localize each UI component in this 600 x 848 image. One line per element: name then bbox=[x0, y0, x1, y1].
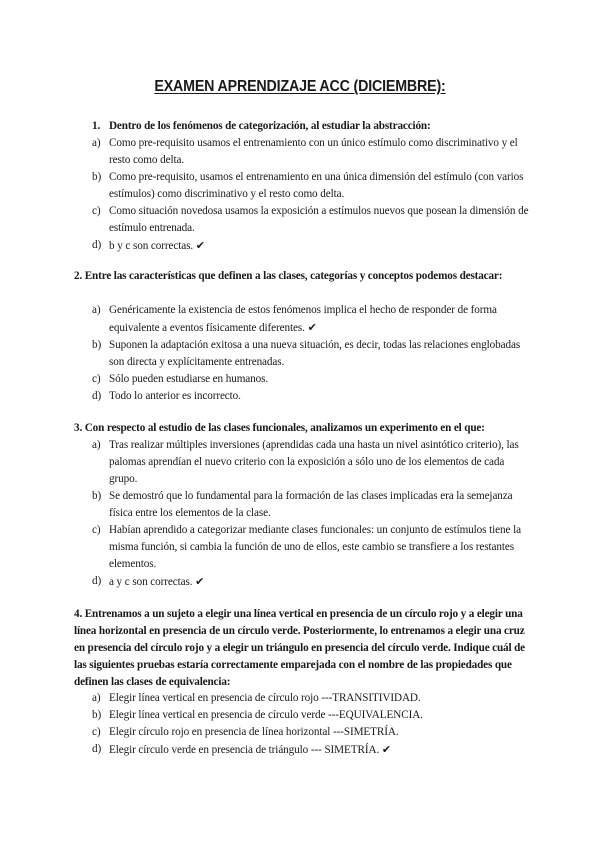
check-icon: ✔ bbox=[381, 743, 391, 756]
option-text: Elegir círculo rojo en presencia de línea horizontal ---SIMETRÍA. bbox=[109, 726, 399, 738]
option-letter: c) bbox=[92, 205, 101, 217]
option-4b bbox=[92, 707, 532, 724]
option-text: Se demostró que lo fundamental para la formación de las clases implicadas era la semejanza física entre los elementos de la clase. bbox=[109, 490, 513, 519]
option-text: Genéricamente la existencia de estos fenómenos implica el hecho de responder de forma equivalente a eventos físicamente diferentes. bbox=[109, 304, 497, 334]
option-text: Tras realizar múltiples inversiones (aprendidas cada una hasta un nivel asintótico criterio), las palomas aprendían el nuevo criterio con la exposición a sólo uno de los elementos de cada grupo. bbox=[109, 439, 519, 485]
option-4c bbox=[92, 724, 532, 741]
question-text: Dentro de los fenómenos de categorización, al estudiar la abstracción: bbox=[109, 120, 431, 132]
option-2b bbox=[92, 337, 532, 371]
option-text: Todo lo anterior es incorrecto. bbox=[109, 390, 241, 402]
option-text: Como pre-requisito, usamos el entrenamiento en una única dimensión del estímulo (con varios estímulos) como discriminativo y el resto como delta. bbox=[109, 171, 524, 200]
option-3c bbox=[92, 522, 532, 573]
option-text: Elegir línea vertical en presencia de círculo rojo ---TRANSITIVIDAD. bbox=[109, 692, 421, 704]
option-1b bbox=[92, 169, 532, 203]
option-letter: c) bbox=[92, 524, 101, 536]
question-number: 3. bbox=[74, 422, 83, 434]
check-icon: ✔ bbox=[195, 239, 205, 252]
option-3a bbox=[92, 437, 532, 488]
check-icon: ✔ bbox=[195, 575, 205, 588]
question-text: Entre las características que definen a las clases, categorías y conceptos podemos destacar: bbox=[84, 270, 503, 282]
option-text: Elegir línea vertical en presencia de círculo verde ---EQUIVALENCIA. bbox=[109, 709, 423, 721]
option-letter: b) bbox=[92, 709, 102, 721]
option-letter: c) bbox=[92, 373, 101, 385]
question-3-options bbox=[92, 437, 532, 591]
option-letter: b) bbox=[92, 171, 102, 183]
option-letter: d) bbox=[92, 390, 102, 402]
page-title: EXAMEN APRENDIZAJE ACC (DICIEMBRE): bbox=[154, 78, 446, 95]
option-2a bbox=[92, 302, 532, 337]
option-text: b y c son correctas. bbox=[109, 240, 194, 252]
question-text: Entrenamos a un sujeto a elegir una línea vertical en presencia de un círculo rojo y a elegir una línea horizontal en presencia de un círculo verde. Posteriormente, lo entrenamos a elegir una cruz en presencia del círculo rojo y a elegir un triángulo en presencia del círculo verde. Indique cuál de las siguientes pruebas estaría correctamente emparejada con el nombre de las propiedades que definen las clases de equivalencia: bbox=[74, 608, 525, 688]
option-2c bbox=[92, 371, 532, 388]
option-letter: a) bbox=[92, 137, 101, 149]
question-number: 1. bbox=[92, 120, 101, 132]
question-4 bbox=[74, 606, 534, 691]
option-text: Sólo pueden estudiarse en humanos. bbox=[109, 373, 269, 385]
option-text: Como pre-requisito usamos el entrenamiento con un único estímulo como discriminativo y el resto como delta. bbox=[109, 137, 518, 166]
option-3b bbox=[92, 488, 532, 522]
question-1-options bbox=[92, 135, 532, 255]
option-letter: a) bbox=[92, 304, 101, 316]
option-text: a y c son correctas. bbox=[109, 576, 193, 588]
option-letter: b) bbox=[92, 490, 102, 502]
option-letter: a) bbox=[92, 692, 101, 704]
option-text: Suponen la adaptación exitosa a una nueva situación, es decir, todas las relaciones englobadas son directa y explícitamente entrenadas. bbox=[109, 339, 521, 368]
option-letter: c) bbox=[92, 726, 101, 738]
option-text: Como situación novedosa usamos la exposición a estímulos nuevos que posean la dimensión de estímulo entrenada. bbox=[109, 205, 529, 234]
option-text: Habían aprendido a categorizar mediante clases funcionales: un conjunto de estímulos tiene la misma función, si cambia la función de uno de ellos, este cambio se transfiere a los restantes elementos. bbox=[109, 524, 521, 570]
question-3 bbox=[74, 420, 534, 437]
option-2d bbox=[92, 388, 532, 405]
question-1 bbox=[92, 118, 552, 135]
option-letter: d) bbox=[92, 743, 102, 755]
option-text: Elegir círculo verde en presencia de triángulo --- SIMETRÍA. bbox=[109, 744, 380, 756]
question-4-options bbox=[92, 690, 532, 759]
option-letter: b) bbox=[92, 339, 102, 351]
question-text: Con respecto al estudio de las clases funcionales, analizamos un experimento en el que: bbox=[84, 422, 485, 434]
check-icon: ✔ bbox=[307, 321, 317, 334]
option-1c bbox=[92, 203, 532, 237]
option-1a bbox=[92, 135, 532, 169]
option-letter: a) bbox=[92, 439, 101, 451]
option-4a bbox=[92, 690, 532, 707]
question-2-options bbox=[92, 302, 532, 405]
option-letter: d) bbox=[92, 239, 102, 251]
question-number: 2. bbox=[74, 270, 83, 282]
option-1d bbox=[92, 237, 532, 255]
option-letter: d) bbox=[92, 575, 102, 587]
question-2 bbox=[74, 268, 534, 285]
option-3d bbox=[92, 573, 532, 591]
option-4d bbox=[92, 741, 532, 759]
question-number: 4. bbox=[74, 608, 83, 620]
